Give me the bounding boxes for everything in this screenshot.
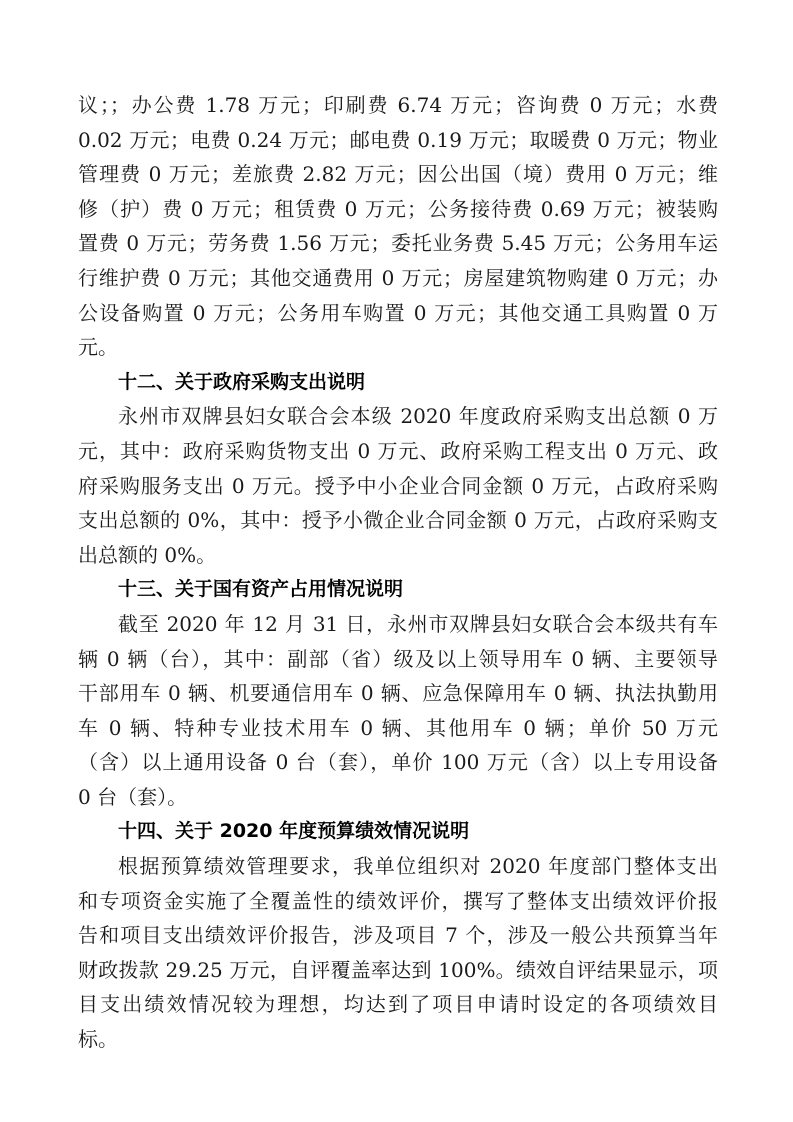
paragraph-line: 和专项资金实施了全覆盖性的绩效评价，撰写了整体支出绩效评价报 — [78, 888, 718, 913]
paragraph-line: 告和项目支出绩效评价报告，涉及项目 7 个，涉及一般公共预算当年 — [78, 923, 718, 948]
paragraph-line: 车 0 辆、特种专业技术用车 0 辆、其他用车 0 辆；单价 50 万元 — [78, 715, 718, 740]
paragraph-line: 元。 — [78, 335, 118, 360]
paragraph-line: 永州市双牌县妇女联合会本级 2020 年度政府采购支出总额 0 万 — [118, 404, 718, 429]
section-heading-performance: 十四、关于 2020 年度预算绩效情况说明 — [118, 820, 470, 843]
paragraph-line: 修（护）费 0 万元；租赁费 0 万元；公务接待费 0.69 万元；被装购 — [78, 196, 718, 221]
paragraph-line: 府采购服务支出 0 万元。授予中小企业合同金额 0 万元，占政府采购 — [78, 473, 718, 498]
paragraph-line: 置费 0 万元；劳务费 1.56 万元；委托业务费 5.45 万元；公务用车运 — [78, 231, 718, 256]
paragraph-line: 财政拨款 29.25 万元，自评覆盖率达到 100%。绩效自评结果显示，项 — [78, 957, 718, 982]
paragraph-line: 公设备购置 0 万元；公务用车购置 0 万元；其他交通工具购置 0 万 — [78, 300, 718, 325]
paragraph-line: 0 台（套）。 — [78, 784, 188, 809]
paragraph-line: 元，其中：政府采购货物支出 0 万元、政府采购工程支出 0 万元、政 — [78, 438, 718, 463]
paragraph-line: 议；；办公费 1.78 万元；印刷费 6.74 万元；咨询费 0 万元；水费 — [78, 93, 718, 117]
paragraph-line: 截至 2020 年 12 月 31 日，永州市双牌县妇女联合会本级共有车 — [118, 611, 718, 636]
paragraph-line: 标。 — [78, 1027, 118, 1052]
paragraph-line: （含）以上通用设备 0 台（套），单价 100 万元（含）以上专用设备 — [78, 750, 718, 775]
paragraph-line: 0.02 万元；电费 0.24 万元；邮电费 0.19 万元；取暖费 0 万元；物业 — [78, 127, 718, 152]
paragraph-line: 辆 0 辆（台），其中：副部（省）级及以上领导用车 0 辆、主要领导 — [78, 646, 718, 671]
paragraph-line: 干部用车 0 辆、机要通信用车 0 辆、应急保障用车 0 辆、执法执勤用 — [78, 681, 718, 706]
paragraph-line: 目支出绩效情况较为理想，均达到了项目申请时设定的各项绩效目 — [78, 992, 718, 1017]
paragraph-line: 行维护费 0 万元；其他交通费用 0 万元；房屋建筑物购建 0 万元；办 — [78, 265, 718, 290]
document-body — [78, 88, 718, 1057]
paragraph-line: 支出总额的 0%，其中：授予小微企业合同金额 0 万元，占政府采购支 — [78, 508, 718, 533]
section-heading-procurement: 十二、关于政府采购支出说明 — [118, 370, 366, 393]
paragraph-line: 出总额的 0%。 — [78, 542, 217, 567]
paragraph-line: 管理费 0 万元；差旅费 2.82 万元；因公出国（境）费用 0 万元；维 — [78, 162, 718, 187]
paragraph-line: 根据预算绩效管理要求，我单位组织对 2020 年度部门整体支出 — [118, 854, 718, 879]
section-heading-assets: 十三、关于国有资产占用情况说明 — [118, 578, 404, 601]
